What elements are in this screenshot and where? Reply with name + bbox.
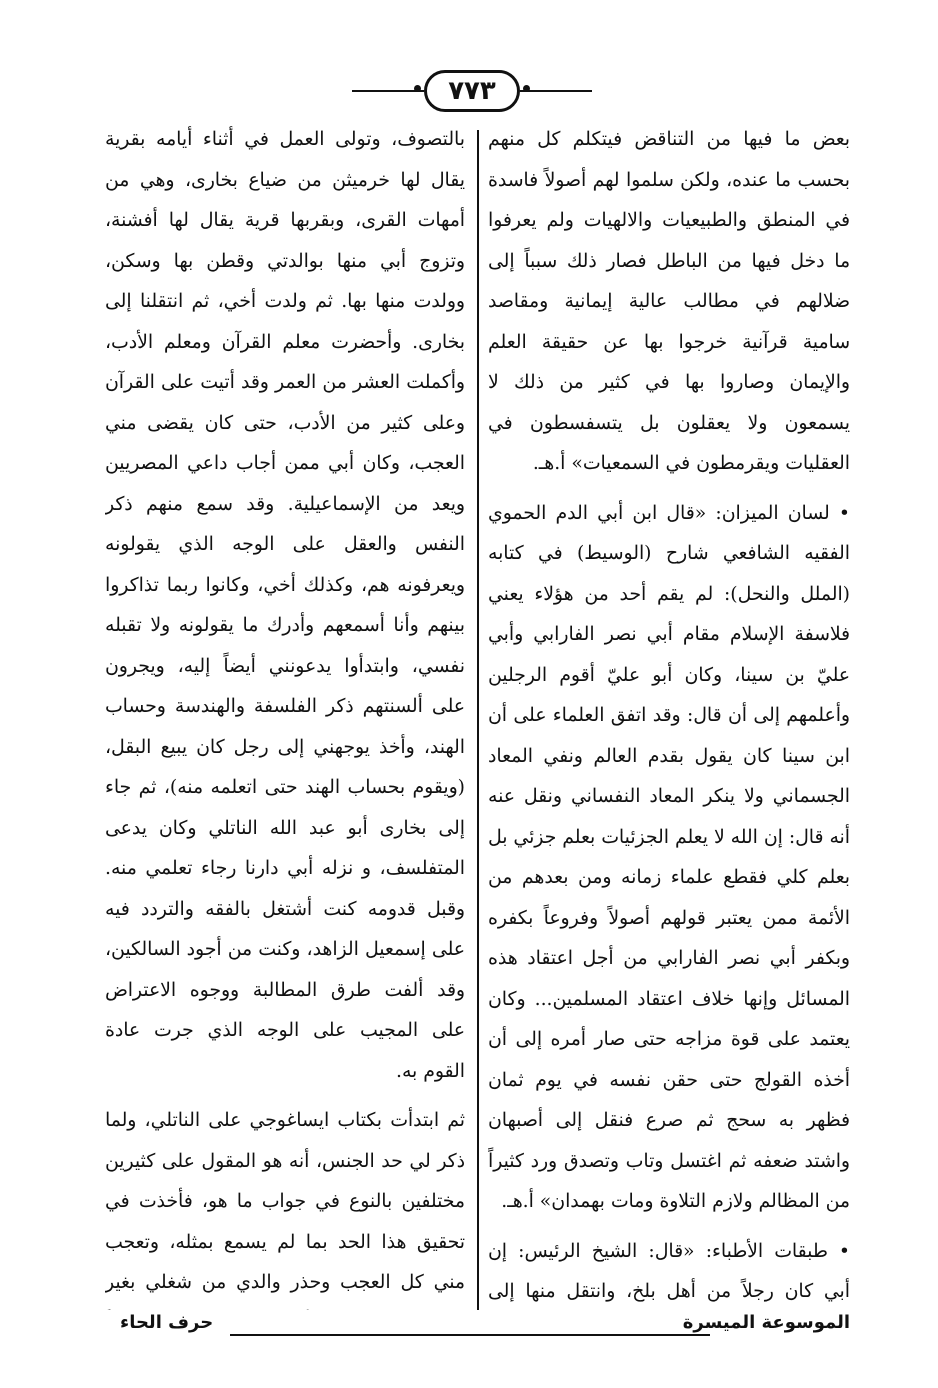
page-number-ornament [0,62,938,122]
column-divider [477,130,479,1310]
paragraph: بعض ما فيها من التناقض فيتكلم كل منهم بحسب ما عنده، ولكن سلموا لهم أصولاً فاسدة في المنطق والطبيعيات والالهيات ولم يعرفوا ما دخل فيها من الباطل فصار ذلك سبباً إلى ضلالهم في مطالب عالية إيمانية ومقاصد سامية قرآنية خرجوا بها عن حقيقة العلم والإيمان وصاروا بها في كثير من ذلك لا يسمعون ولا يعقلون بل يتسفسطون في العقليات ويقرمطون في السمعيات» أ.هـ. [488,129,850,474]
paragraph: • لسان الميزان: «قال ابن أبي الدم الحموي الفقيه الشافعي شارح (الوسيط) في كتابه (الملل والنحل): لم يقم أحد من هؤلاء يعني فلاسفة الإسلام مقام أبي نصر الفارابي وأبي عليّ بن سينا، وكان أبو عليّ أقوم الرجلين وأعلمهم إلى أن قال: وقد اتفق العلماء على أن ابن سينا كان يقول بقدم العالم ونفي المعاد الجسماني ولا ينكر المعاد النفساني ونقل عنه أنه قال: إن الله لا يعلم الجزئيات بعلم جزئي بل بعلم كلي فقطع علماء زمانه ومن بعدهم من الأئمة ممن يعتبر قولهم أصولاً وفروعاً بكفره وبكفر أبي نصر الفارابي من أجل اعتقاد هذه المسائل وإنها خلاف اعتقاد المسلمين... وكان يعتمد على قوة مزاجه حتى صار أمره إلى أن أخذه القولج حتى حقن نفسه في يوم ثمان فظهر به سحج ثم صرع فنقل إلى أصبهان واشتد ضعفه ثم اغتسل وتاب وتصدق ورد كثيراً من المظالم ولازم التلاوة ومات بهمدان» أ.هـ. [488,502,850,1212]
footer-rule [230,1334,710,1336]
left-column [105,120,465,1310]
footer-book-title: الموسوعة الميسرة [682,1312,850,1333]
footer-section: حرف الحاء [120,1312,214,1333]
paragraph: • طبقات الأطباء: «قال: الشيخ الرئيس: إن أبي كان رجلاً من أهل بلخ، وانتقل منها إلى [488,1240,850,1302]
ornament-line-left [352,90,424,92]
right-column [488,120,850,1310]
paragraph: ثم ابتدأت بكتاب ايساغوجي على الناتلي، ولما ذكر لي حد الجنس، أنه هو المقول على كثيرين مختلفين بالنوع في جواب ما هو، فأخذت في تحقيق هذا الحد بما لم يسمع بمثله، وتعجب مني كل العجب وحذر والدي من شغلي بغير [105,1110,465,1293]
ornament-dot-left [414,85,421,92]
ornament-line-right [520,90,592,92]
page-number: ٧٧٣ [424,70,520,112]
page-footer [100,1312,850,1342]
paragraph: بالتصوف، وتولى العمل في أثناء أيامه بقرية يقال لها خرميثن من ضياع بخارى، وهي من أمهات القرى، وبقربها قرية يقال لها أفشنة، وتزوج أبي منها بوالدتي وقطن بها وسكن، وولدت منها بها. ثم ولدت أخي، ثم انتقلنا إلى بخارى. وأحضرت معلم القرآن ومعلم الأدب، وأكملت العشر من العمر وقد أتيت على القرآن وعلى كثير من الأدب، حتى كان يقضى مني العجب، وكان أبي ممن أجاب داعي المصريين ويعد من الإسماعيلية. وقد سمع منهم ذكر النفس والعقل على الوجه الذي يقولونه ويعرفونه هم، وكذلك أخي، وكانوا ربما تذاكروا بينهم وأنا أسمعهم وأدرك ما يقولونه ولا تقبله نفسي، وابتدأوا يدعونني أيضاً إليه، ويجرون على ألسنتهم ذكر الفلسفة والهندسة وحساب الهند، وأخذ يوجهني إلى رجل كان يبيع البقل، (ويقوم بحساب الهند حتى اتعلمه منه)، ثم جاء إلى بخارى أبو عبد الله الناتلي وكان يدعى المتفلسف، و نزله أبي دارنا رجاء تعلمي منه. وقبل قدومه كنت أشتغل بالفقه والتردد فيه على إسمعيل الزاهد، وكنت من أجود السالكين، وقد ألفت طرق المطالبة ووجوه الاعتراض على المجيب على الوجه الذي جرت عادة القوم به. [105,129,465,1082]
